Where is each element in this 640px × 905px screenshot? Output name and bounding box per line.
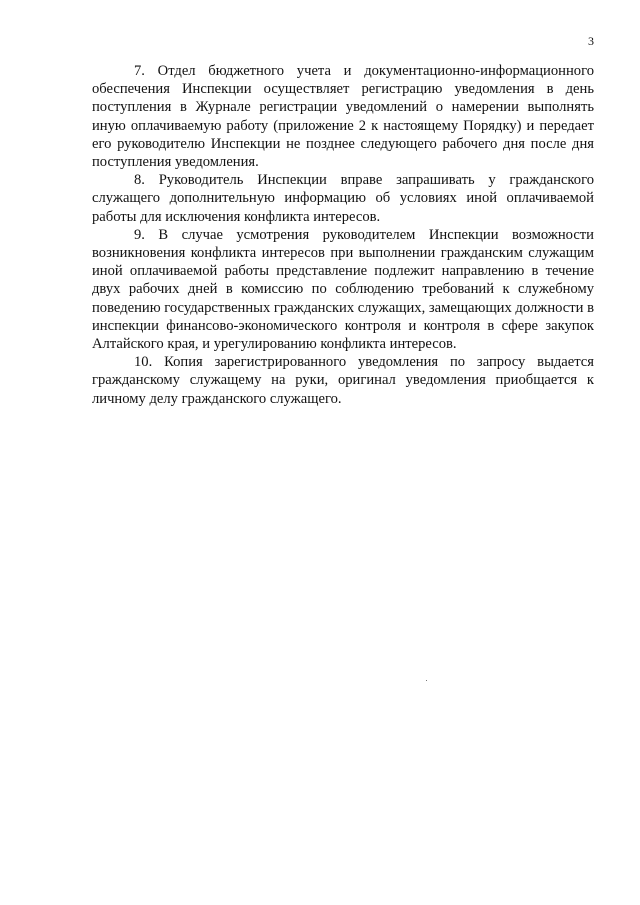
scan-speck (426, 680, 427, 681)
paragraph-7: 7. Отдел бюджетного учета и документационно-информационного обеспечения Инспекции осуществляет регистрацию уведомления в день поступления в Журнале регистрации уведомлений о намерении выполнять иную оплачиваемую работу (приложение 2 к настоящему Порядку) и передает его руководителю Инспекции не позднее следующего рабочего дня после дня поступления уведомления. (92, 63, 594, 171)
paragraph-9: 9. В случае усмотрения руководителем Инспекции возможности возникновения конфликта интересов при выполнении гражданским служащим иной оплачиваемой работы представление подлежит направлению в течение двух рабочих дней в комиссию по соблюдению требований к служебному поведению государственных гражданских служащих, замещающих должности в инспекции финансово-экономического контроля и контроля в сфере закупок Алтайского края, и урегулированию конфликта интересов. (92, 226, 595, 353)
paragraph-10: 10. Копия зарегистрированного уведомления по запросу выдается гражданскому служащему на руки, оригинал уведомления приобщается к личному делу гражданского служащего. (92, 354, 594, 407)
paragraph-8: 8. Руководитель Инспекции вправе запрашивать у гражданского служащего дополнительную информацию об условиях иной оплачиваемой работы для исключения конфликта интересов. (92, 172, 594, 225)
document-body (92, 62, 594, 408)
page-number: 3 (588, 34, 594, 48)
